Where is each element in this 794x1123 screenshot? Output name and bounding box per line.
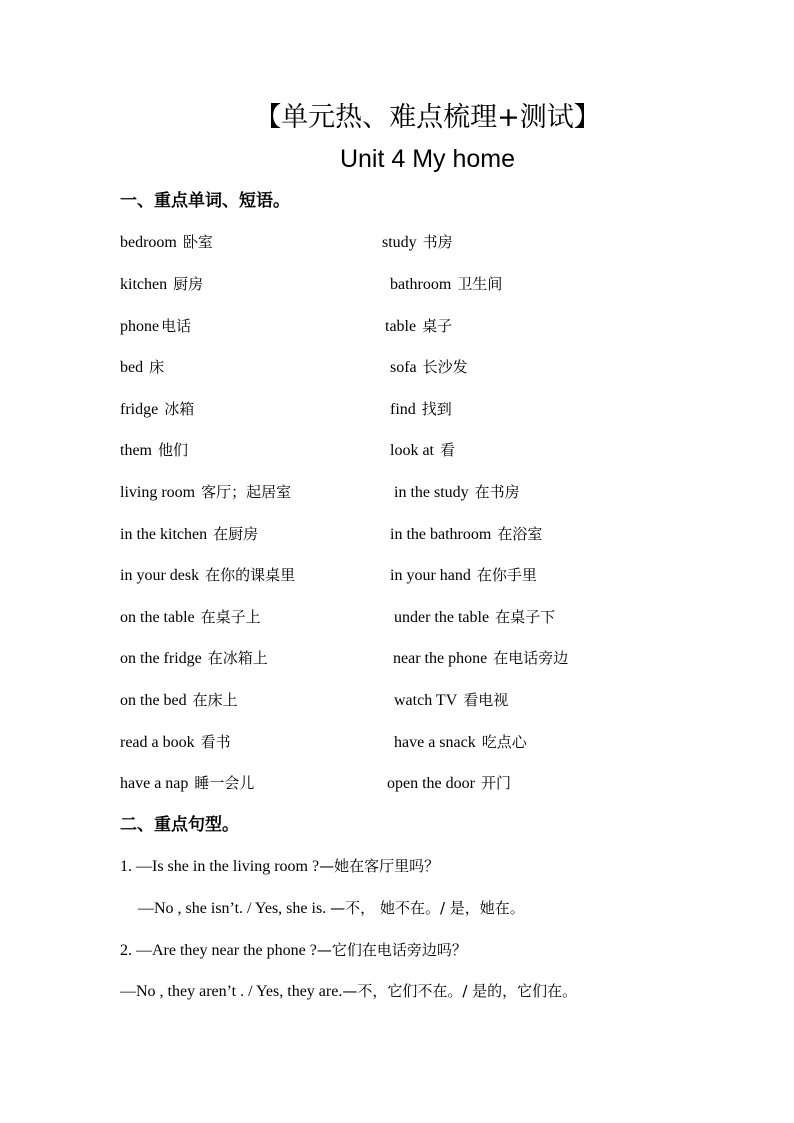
vocab-row [0,645,794,671]
vocab-item-right [394,687,508,714]
english-term: them [120,442,152,459]
english-term: read a book [120,734,195,751]
vocab-row [0,354,794,380]
english-term: in the kitchen [120,526,208,543]
vocab-row [0,437,794,463]
sentence-line [120,978,577,1005]
english-term: open the door [387,775,475,792]
chinese-meaning: 开门 [480,774,511,792]
chinese-meaning: 在你的课桌里 [205,566,296,584]
sentence-chinese: —不， 她不在。/ 是，她在。 [330,899,525,917]
english-term: kitchen [120,276,168,293]
sentence-chinese: —它们在电话旁边吗？ [316,941,467,959]
vocab-row [0,729,794,755]
vocab-item-right [394,604,555,631]
vocab-row [0,770,794,796]
vocab-item-left [120,313,191,340]
vocab-item-left [120,354,164,381]
section-heading-sentence-patterns: 二、重点句型。 [120,815,239,835]
vocab-item-right [394,729,527,756]
chinese-meaning: 在浴室 [497,525,543,543]
english-term: have a nap [120,775,189,792]
sentence-english: —No , she isn’t. / Yes, she is. [138,900,327,917]
section-heading-vocabulary: 一、重点单词、短语。 [120,191,290,211]
vocab-row [0,479,794,505]
english-term: under the table [394,609,490,626]
vocab-item-right [390,354,468,381]
vocab-item-left [120,521,258,548]
chinese-meaning: 桌子 [422,317,453,335]
vocab-item-left [120,437,188,464]
english-term: find [390,401,416,418]
chinese-meaning: 看 [440,441,456,459]
chinese-meaning: 在桌子上 [200,608,261,626]
vocab-item-right [390,521,542,548]
chinese-meaning: 床 [149,358,165,376]
vocab-item-right [387,770,511,797]
vocab-item-left [120,770,254,797]
vocab-row [0,562,794,588]
english-term: bathroom [390,276,452,293]
english-term: phone [120,318,160,335]
english-term: bedroom [120,234,177,251]
sentence-chinese: —不，它们不在。/ 是的，它们在。 [342,982,578,1000]
vocab-item-right [390,437,455,464]
vocab-item-right [385,313,452,340]
chinese-meaning: 在电话旁边 [493,649,569,667]
vocab-item-right [394,479,520,506]
vocab-item-right [390,562,537,589]
chinese-meaning: 电话 [161,317,192,335]
chinese-meaning: 在床上 [192,691,238,709]
sentence-line [120,853,439,880]
english-term: in your hand [390,567,471,584]
vocab-item-left [120,396,194,423]
vocab-item-left [120,729,231,756]
sentence-english: —No , they aren’t . / Yes, they are. [120,983,343,1000]
vocab-row [0,229,794,255]
chinese-meaning: 客厅；起居室 [201,483,292,501]
chinese-meaning: 书房 [422,233,453,251]
chinese-meaning: 在桌子下 [495,608,556,626]
vocab-item-left [120,271,203,298]
chinese-meaning: 找到 [421,400,452,418]
vocab-item-left [120,229,213,256]
chinese-meaning: 卫生间 [457,275,503,293]
vocab-item-left [120,562,295,589]
english-term: table [385,318,417,335]
document-title: 【单元热、难点梳理+测试】 [254,102,601,133]
english-term: in your desk [120,567,200,584]
english-term: have a snack [394,734,476,751]
english-term: fridge [120,401,159,418]
chinese-meaning: 冰箱 [164,400,195,418]
chinese-meaning: 在厨房 [213,525,259,543]
chinese-meaning: 卧室 [182,233,213,251]
english-term: in the study [394,484,469,501]
sentence-line [138,895,525,922]
vocab-row [0,687,794,713]
vocab-row [0,604,794,630]
english-term: living room [120,484,196,501]
chinese-meaning: 看电视 [463,691,509,709]
vocab-item-left [120,479,291,506]
english-term: in the bathroom [390,526,492,543]
chinese-meaning: 睡一会儿 [194,774,255,792]
sentence-english: 2. —Are they near the phone ? [120,942,317,959]
vocab-item-right [390,396,452,423]
english-term: on the bed [120,692,187,709]
sentence-english: 1. —Is she in the living room ? [120,858,320,875]
chinese-meaning: 在书房 [474,483,520,501]
vocab-item-right [382,229,453,256]
english-term: bed [120,359,144,376]
english-term: near the phone [393,650,488,667]
english-term: sofa [390,359,417,376]
vocab-row [0,271,794,297]
unit-title: Unit 4 My home [339,145,516,173]
vocab-item-left [120,645,268,672]
chinese-meaning: 在你手里 [476,566,537,584]
vocab-row [0,521,794,547]
chinese-meaning: 厨房 [173,275,204,293]
english-term: watch TV [394,692,458,709]
vocab-item-right [393,645,568,672]
vocab-item-left [120,687,238,714]
sentence-chinese: —她在客厅里吗？ [319,857,440,875]
chinese-meaning: 长沙发 [422,358,468,376]
chinese-meaning: 吃点心 [481,733,527,751]
chinese-meaning: 在冰箱上 [207,649,268,667]
vocab-item-right [390,271,502,298]
sentence-line [120,937,467,964]
vocab-item-left [120,604,261,631]
english-term: on the fridge [120,650,202,667]
vocab-row [0,313,794,339]
english-term: look at [390,442,434,459]
chinese-meaning: 看书 [200,733,231,751]
english-term: on the table [120,609,195,626]
vocab-row [0,396,794,422]
english-term: study [382,234,417,251]
chinese-meaning: 他们 [158,441,189,459]
